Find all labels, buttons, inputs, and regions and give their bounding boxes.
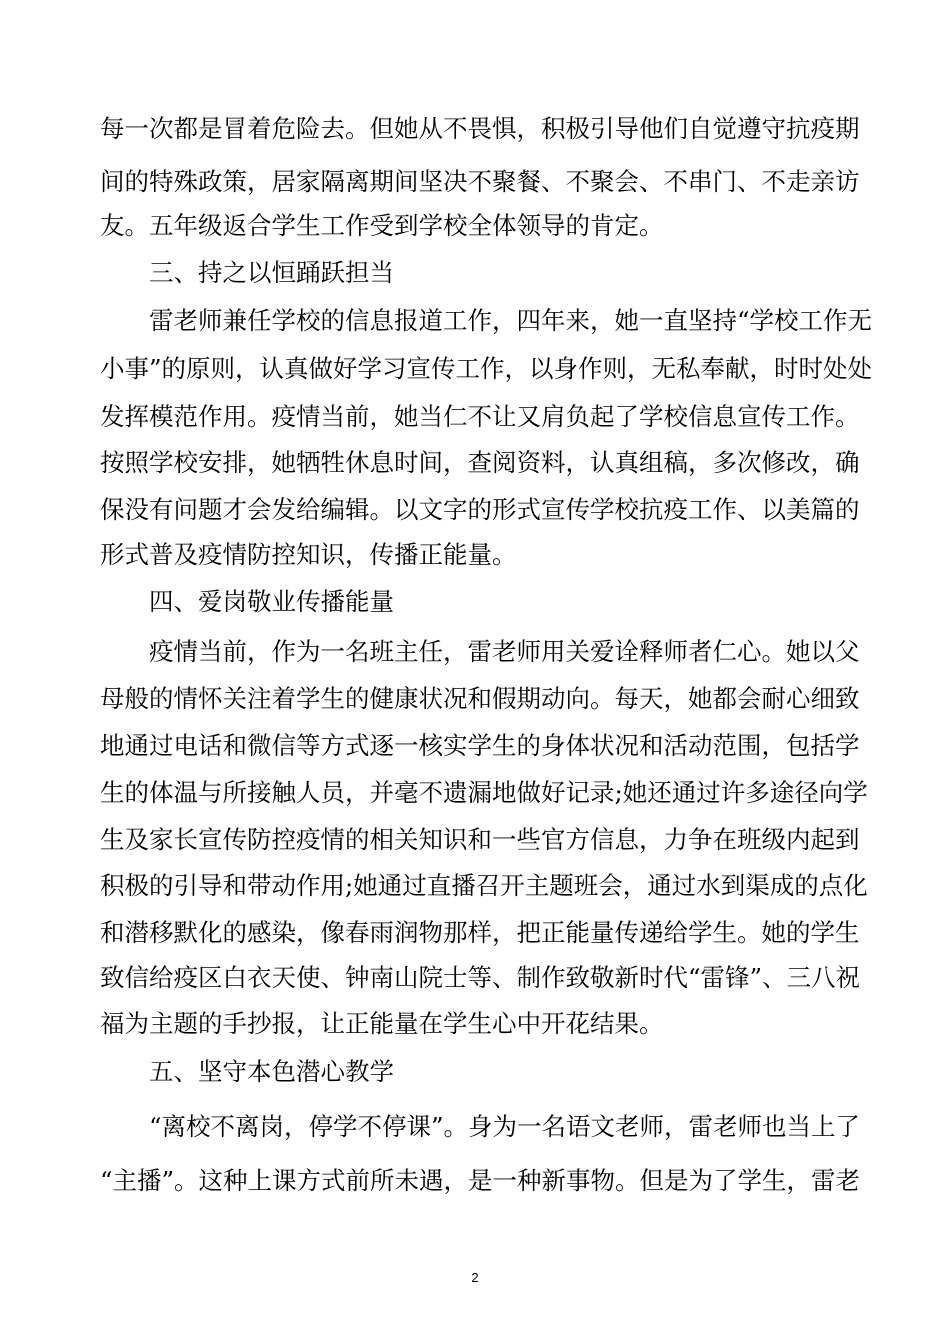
- text-line: 每一次都是冒着危险去。但她从不畏惧，积极引导他们自觉遵守抗疫期: [100, 114, 860, 143]
- text-line: 母般的情怀关注着学生的健康状况和假期动向。每天，她都会耐心细致: [100, 684, 860, 713]
- section-heading: 三、持之以恒踊跃担当: [149, 258, 394, 287]
- text-line: 和潜移默化的感染，像春雨润物那样，把正能量传递给学生。她的学生: [100, 918, 860, 947]
- text-line: 间的特殊政策，居家隔离期间坚决不聚餐、不聚会、不串门、不走亲访: [100, 167, 860, 196]
- text-line: 生及家长宣传防控疫情的相关知识和一些官方信息，力争在班级内起到: [100, 825, 860, 854]
- text-line: 友。五年级返合学生工作受到学校全体领导的肯定。: [100, 211, 664, 240]
- text-line: 形式普及疫情防控知识，传播正能量。: [100, 540, 517, 569]
- page-number: 2: [471, 1270, 479, 1285]
- text-line: 发挥模范作用。疫情当前，她当仁不让又肩负起了学校信息宣传工作。: [100, 402, 860, 431]
- text-line: 积极的引导和带动作用;她通过直播召开主题班会，通过水到渠成的点化: [100, 871, 868, 900]
- text-line: 生的体温与所接触人员，并毫不遗漏地做好记录;她还通过许多途径向学: [100, 778, 868, 807]
- text-line: 雷老师兼任学校的信息报道工作，四年来，她一直坚持“学校工作无: [149, 306, 873, 335]
- section-heading: 四、爱岗敬业传播能量: [149, 587, 394, 616]
- text-line: 福为主题的手抄报，让正能量在学生心中开花结果。: [100, 1009, 664, 1038]
- text-line: “离校不离岗，停学不停课”。身为一名语文老师，雷老师也当上了: [149, 1112, 861, 1141]
- text-line: 按照学校安排，她牺牲休息时间，查阅资料，认真组稿，多次修改，确: [100, 448, 860, 477]
- text-line: 疫情当前，作为一名班主任，雷老师用关爱诠释师者仁心。她以父: [149, 637, 860, 666]
- text-line: 地通过电话和微信等方式逐一核实学生的身体状况和活动范围，包括学: [100, 731, 860, 760]
- section-heading: 五、坚守本色潜心教学: [149, 1057, 394, 1086]
- text-line: 致信给疫区白衣天使、钟南山院士等、制作致敬新时代“雷锋”、三八祝: [100, 963, 861, 992]
- text-line: 小事”的原则，认真做好学习宣传工作，以身作则，无私奉献，时时处处: [100, 354, 873, 383]
- text-line: “主播”。这种上课方式前所未遇，是一种新事物。但是为了学生，雷老: [100, 1166, 861, 1195]
- text-line: 保没有问题才会发给编辑。以文字的形式宣传学校抗疫工作、以美篇的: [100, 495, 860, 524]
